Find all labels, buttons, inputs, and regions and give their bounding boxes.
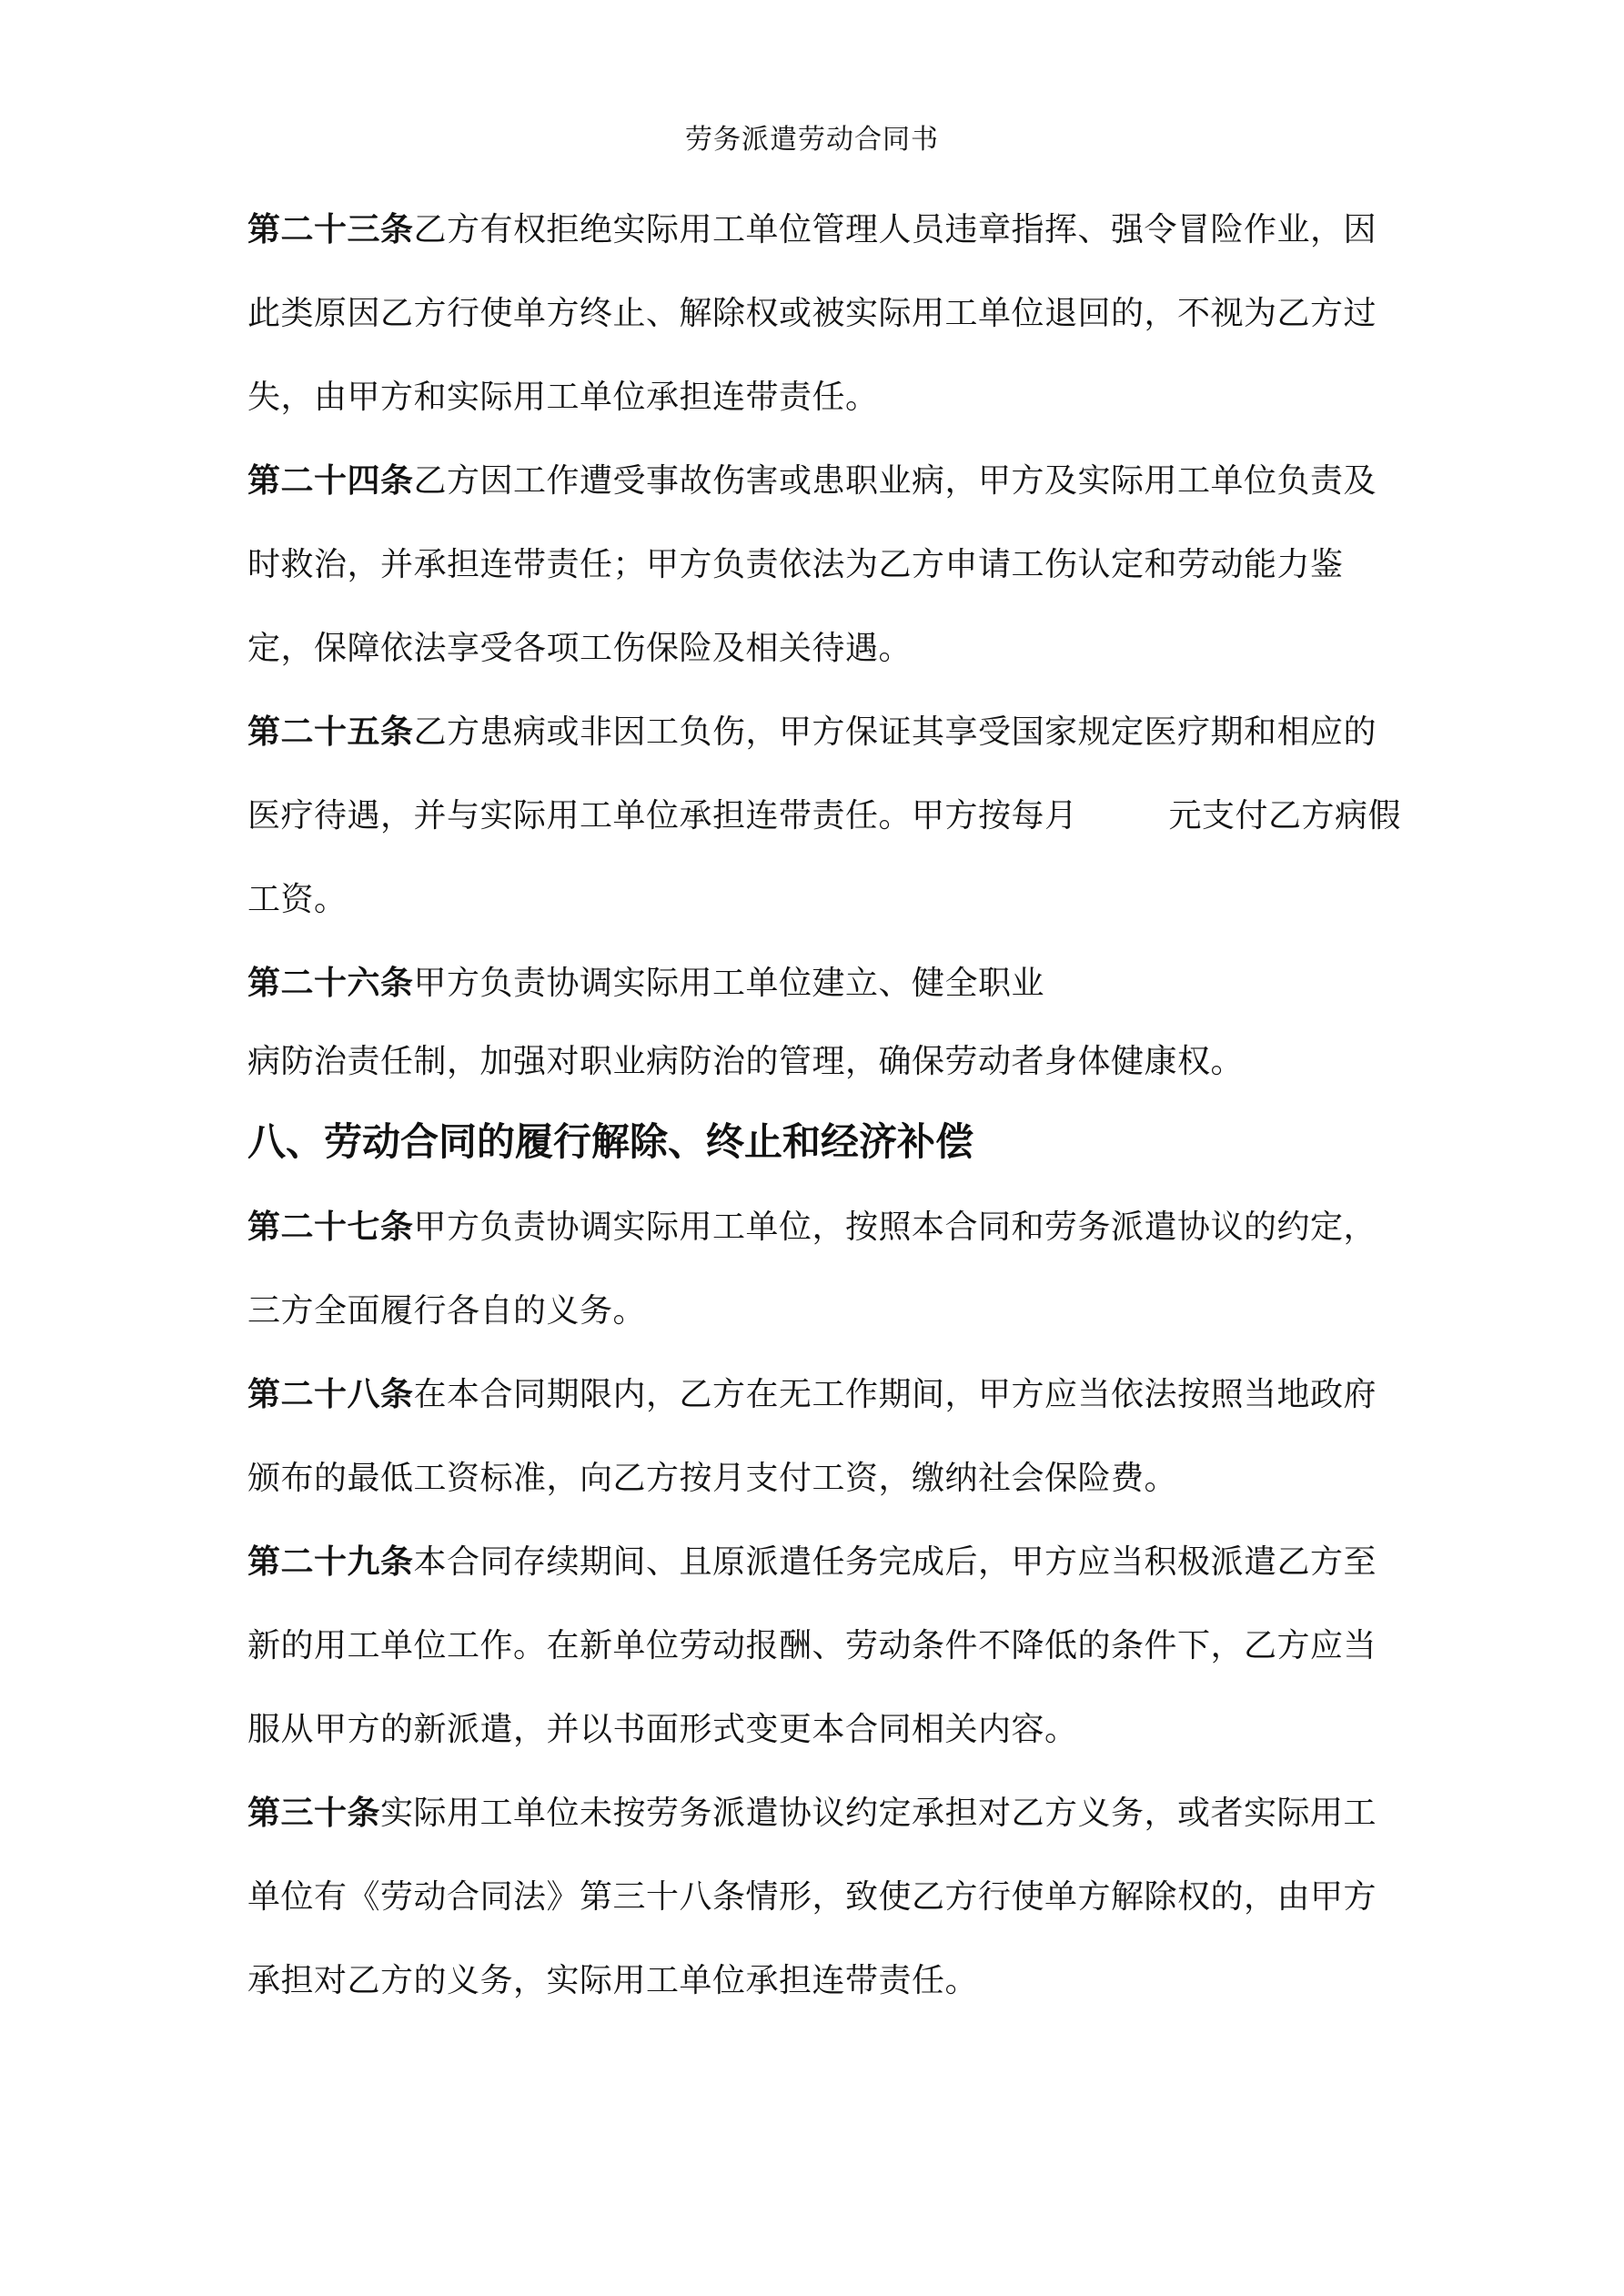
article-line — [247, 942, 1394, 1026]
section-heading: 八、劳动合同的履行解除、终止和经济补偿 — [247, 1119, 974, 1164]
article-line: 工资。 — [247, 881, 348, 918]
article-text: 本合同存续期间、且原派遣任务完成后，甲方应当积极派遣乙方至 — [413, 1543, 1377, 1581]
article-line: 单位有《劳动合同法》第三十八条情形，致使乙方行使单方解除权的，由甲方 — [247, 1878, 1377, 1916]
article-25 — [247, 691, 1402, 942]
article-text: 乙方患病或非因工负伤，甲方保证其享受国家规定医疗期和相应的 — [413, 713, 1377, 751]
article-line: 三方全面履行各自的义务。 — [247, 1292, 647, 1330]
article-text: 元支付乙方病假 — [1168, 797, 1402, 834]
article-30 — [247, 1772, 1394, 2023]
article-27 — [247, 1186, 1394, 1353]
article-label: 第三十条 — [247, 1795, 381, 1832]
article-line — [247, 774, 1402, 858]
article-28 — [247, 1353, 1394, 1521]
article-label: 第二十九条 — [247, 1543, 414, 1581]
article-line — [247, 1353, 1394, 1437]
article-label: 第二十三条 — [247, 211, 414, 248]
article-29 — [247, 1521, 1394, 1772]
article-line: 时救治，并承担连带责任；甲方负责依法为乙方申请工伤认定和劳动能力鉴 — [247, 546, 1344, 583]
article-line: 承担对乙方的义务，实际用工单位承担连带责任。 — [247, 1962, 979, 1999]
article-text: 实际用工单位未按劳务派遣协议约定承担对乙方义务，或者实际用工 — [380, 1795, 1377, 1832]
article-line: 颁布的最低工资标准，向乙方按月支付工资，缴纳社会保险费。 — [247, 1460, 1178, 1497]
article-text: 甲方负责协调实际用工单位建立、健全职业 — [413, 965, 1045, 1002]
article-line: 服从甲方的新派遣，并以书面形式变更本合同相关内容。 — [247, 1711, 1078, 1748]
article-label: 第二十八条 — [247, 1376, 414, 1413]
article-text: 乙方有权拒绝实际用工单位管理人员违章指挥、强令冒险作业，因 — [413, 211, 1377, 248]
article-23 — [247, 188, 1394, 440]
article-line: 失，由甲方和实际用工单位承担连带责任。 — [247, 379, 879, 416]
article-line: 定，保障依法享受各项工伤保险及相关待遇。 — [247, 630, 913, 667]
article-label: 第二十七条 — [247, 1209, 414, 1246]
article-line — [247, 1772, 1394, 1856]
article-24 — [247, 440, 1394, 691]
article-text: 乙方因工作遭受事故伤害或患职业病，甲方及实际用工单位负责及 — [413, 462, 1377, 500]
article-label: 第二十五条 — [247, 713, 414, 751]
article-text: 甲方负责协调实际用工单位，按照本合同和劳务派遣协议的约定， — [413, 1209, 1377, 1246]
article-line: 病防治责任制，加强对职业病防治的管理，确保劳动者身体健康权。 — [247, 1043, 1245, 1080]
article-label: 第二十六条 — [247, 965, 414, 1002]
article-text: 医疗待遇，并与实际用工单位承担连带责任。甲方按每月 — [247, 797, 1078, 834]
article-26 — [247, 942, 1394, 1098]
article-line — [247, 188, 1394, 272]
article-line — [247, 440, 1394, 523]
article-text: 在本合同期限内，乙方在无工作期间，甲方应当依法按照当地政府 — [413, 1376, 1377, 1413]
article-line — [247, 1186, 1394, 1269]
article-line — [247, 691, 1394, 774]
article-line: 此类原因乙方行使单方终止、解除权或被实际用工单位退回的，不视为乙方过 — [247, 295, 1377, 332]
document-body — [247, 188, 1402, 2023]
article-line: 新的用工单位工作。在新单位劳动报酬、劳动条件不降低的条件下，乙方应当 — [247, 1627, 1377, 1664]
article-line — [247, 1521, 1394, 1604]
article-label: 第二十四条 — [247, 462, 414, 500]
page-header-title: 劳务派遣劳动合同书 — [685, 124, 939, 156]
